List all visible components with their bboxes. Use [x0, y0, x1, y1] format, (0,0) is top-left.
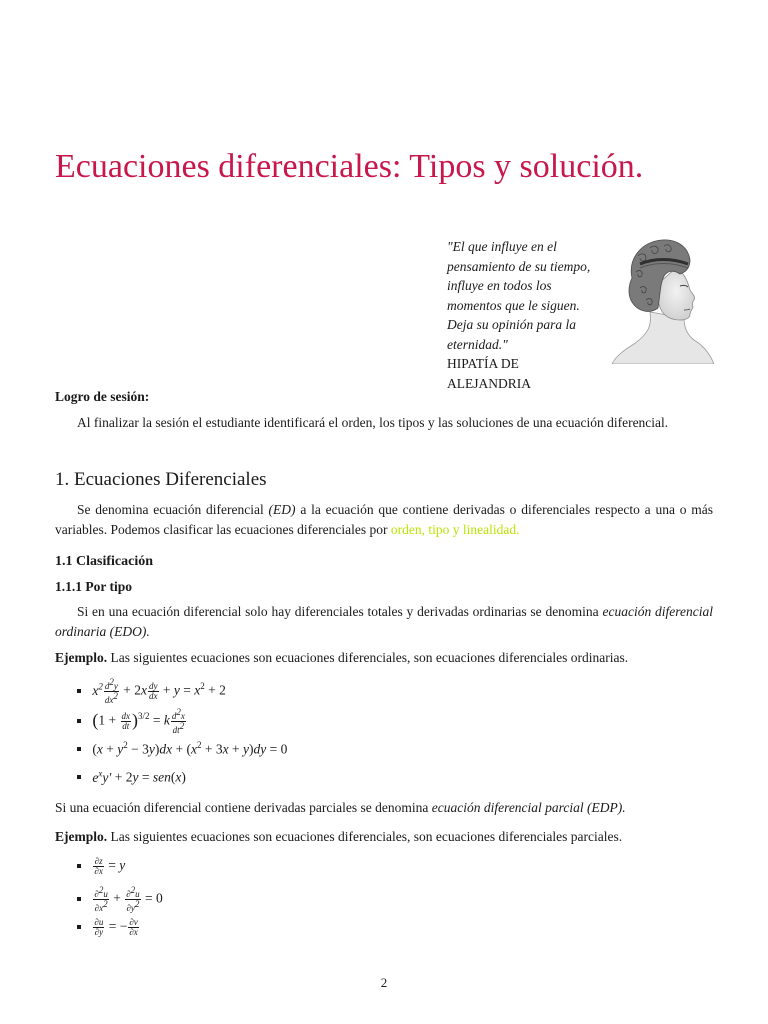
ode-equation-1: $x^2$ $\frac{d^2y}{dx^2}$ + 2x $\frac{dy}{dx}$ + $y = x^2 + 2$	[77, 678, 226, 705]
example-1	[55, 648, 713, 668]
pde-equation-3: $\frac{\partial u}{\partial y}$ = − $\frac{\partial v}{\partial x}$	[77, 918, 140, 937]
square-bullet-icon	[77, 747, 81, 751]
page-title: Ecuaciones diferenciales: Tipos y solución.	[55, 148, 644, 185]
s1-text-start: Se denomina ecuación diferencial	[77, 502, 264, 517]
edp-term: ecuación diferencial parcial (EDP).	[431, 800, 626, 815]
s1-text-mid: a la ecuación que contiene derivadas o diferenciales respecto a una o más variables. Podemos clasificar las ecuaciones diferenciales por	[55, 502, 714, 537]
classification-link[interactable]: orden, tipo y linealidad.	[390, 521, 520, 537]
quote-author-line2: ALEJANDRIA	[447, 375, 531, 391]
subsection-1-1-1-heading: 1.1.1 Por tipo	[55, 579, 132, 594]
example-1-text: Las siguientes ecuaciones son ecuaciones diferenciales, son ecuaciones diferenciales ordinarias.	[110, 650, 629, 665]
example-1-label: Ejemplo.	[55, 650, 108, 665]
ode-equation-4: $e^xy' + 2y = sen(x)$	[77, 768, 186, 786]
edo-term: ecuación diferencial ordinaria (EDO).	[55, 604, 714, 639]
pde-equation-1: $\frac{\partial z}{\partial x}$ = y	[77, 857, 125, 876]
edp-text-start: Si una ecuación diferencial contiene derivadas parciales se denomina	[55, 800, 429, 815]
edo-definition	[55, 602, 713, 641]
ode-equation-3: $(x + y^2 - 3y)dx + (x^2 + 3x + y)dy = 0$	[77, 740, 287, 758]
square-bullet-icon	[77, 864, 81, 868]
page-number: 2	[380, 975, 388, 990]
example-2-label: Ejemplo.	[55, 829, 108, 844]
section-1-paragraph	[55, 500, 713, 539]
quote-text: "El que influye en el pensamiento de su tiempo, influye en todos los momentos que le siguen. Deja su opinión para la eternidad."	[447, 239, 591, 352]
square-bullet-icon	[77, 897, 81, 901]
example-2	[55, 827, 713, 847]
quote-author-line1: HIPATÍA DE	[447, 356, 519, 371]
logro-heading: Logro de sesión:	[55, 389, 150, 404]
ode-equation-2: (1 + $\frac{dx}{dt}$ )$^{3/2}$ = k $\frac{d^2x}{dt^2}$	[77, 708, 187, 735]
square-bullet-icon	[77, 775, 81, 779]
example-2-text: Las siguientes ecuaciones son ecuaciones diferenciales, son ecuaciones diferenciales parciales.	[110, 829, 623, 844]
pde-equation-2: $\frac{\partial^2u}{\partial x^2}$ + $\frac{\partial^2u}{\partial y^2}$ = 0	[77, 886, 163, 913]
square-bullet-icon	[77, 719, 81, 723]
logro-text: Al finalizar la sesión el estudiante identificará el orden, los tipos y las soluciones de una ecuación diferencial.	[77, 415, 669, 430]
edo-text-start: Si en una ecuación diferencial solo hay diferenciales totales y derivadas ordinarias se denomina	[77, 604, 599, 619]
hypatia-portrait	[610, 234, 714, 364]
epigraph-quote	[447, 237, 607, 393]
subsection-1-1-heading: 1.1 Clasificación	[55, 554, 153, 569]
section-1-heading: 1. Ecuaciones Diferenciales	[55, 469, 267, 490]
edp-definition	[55, 798, 713, 818]
square-bullet-icon	[77, 925, 81, 929]
s1-ed-abbrev: (ED)	[268, 502, 296, 517]
square-bullet-icon	[77, 689, 81, 693]
